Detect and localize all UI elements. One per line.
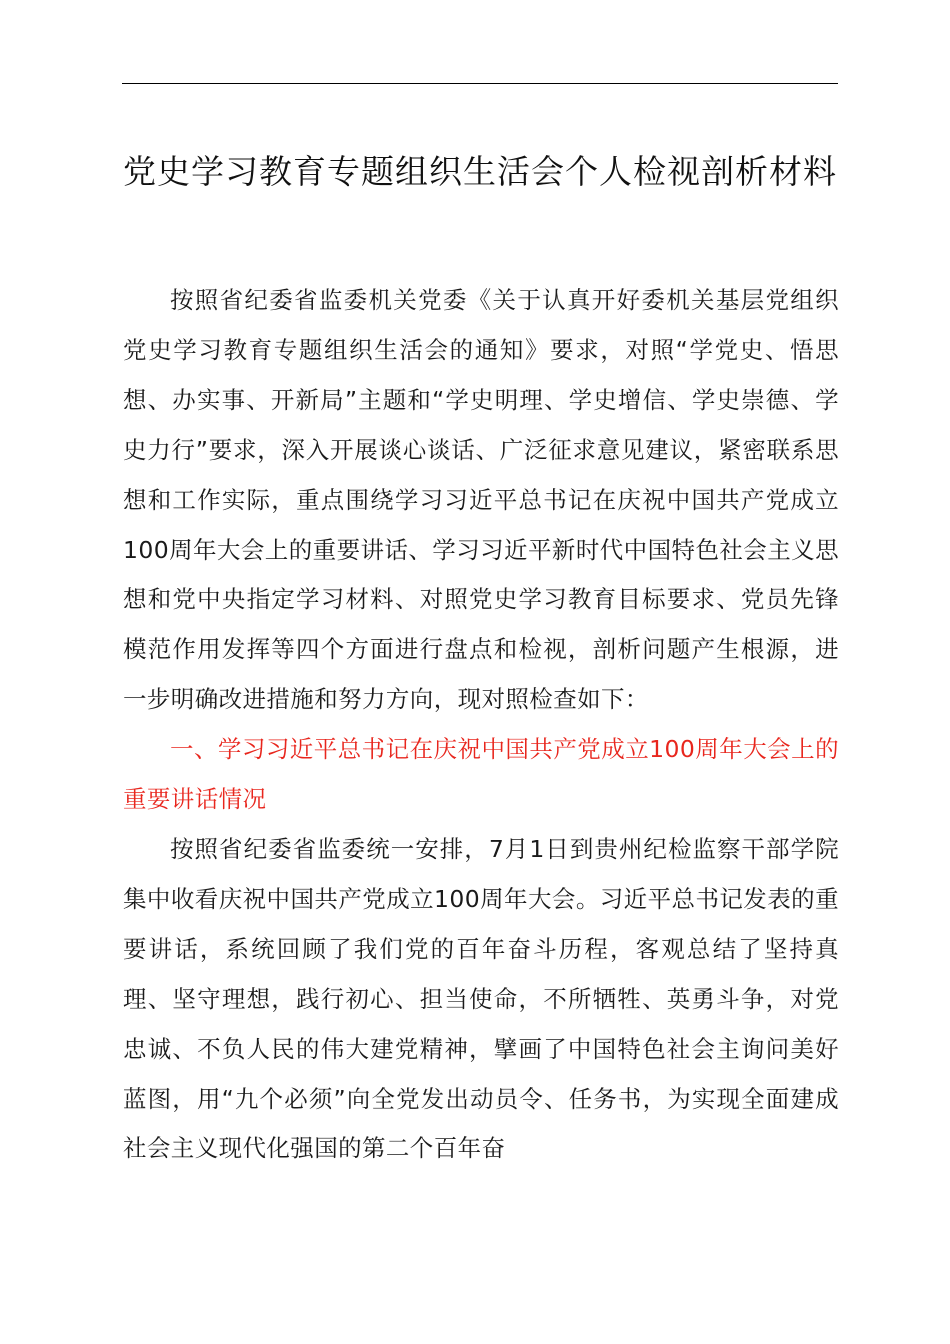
document-title: 党史学习教育专题组织生活会个人检视剖析材料: [123, 152, 837, 191]
intro-paragraph: 按照省纪委省监委机关党委《关于认真开好委机关基层党组织党史学习教育专题组织生活会的通知》要求，对照“学党史、悟思想、办实事、开新局”主题和“学史明理、学史增信、学史崇德、学史力行”要求，深入开展谈心谈话、广泛征求意见建议，紧密联系思想和工作实际，重点围绕学习习近平总书记在庆祝中国共产党成立100周年大会上的重要讲话、学习习近平新时代中国特色社会主义思想和党中央指定学习材料、对照党史学习教育目标要求、党员先锋模范作用发挥等四个方面进行盘点和检视，剖析问题产生根源，进一步明确改进措施和努力方向，现对照检查如下：: [123, 286, 839, 714]
header-rule: [122, 83, 838, 84]
document-body: [123, 276, 839, 1174]
section-1-paragraph: 按照省纪委省监委统一安排，7月1日到贵州纪检监察干部学院集中收看庆祝中国共产党成立100周年大会。习近平总书记发表的重要讲话，系统回顾了我们党的百年奋斗历程，客观总结了坚持真理、坚守理想，践行初心、担当使命，不所牺牲、英勇斗争，对党忠诚、不负人民的伟大建党精神，擘画了中国特色社会主询问美好蓝图，用“九个必须”向全党发出动员令、任务书，为实现全面建成社会主义现代化强国的第二个百年奋: [123, 834, 839, 1163]
section-1-heading: 一、学习习近平总书记在庆祝中国共产党成立100周年大会上的重要讲话情况: [123, 735, 839, 814]
